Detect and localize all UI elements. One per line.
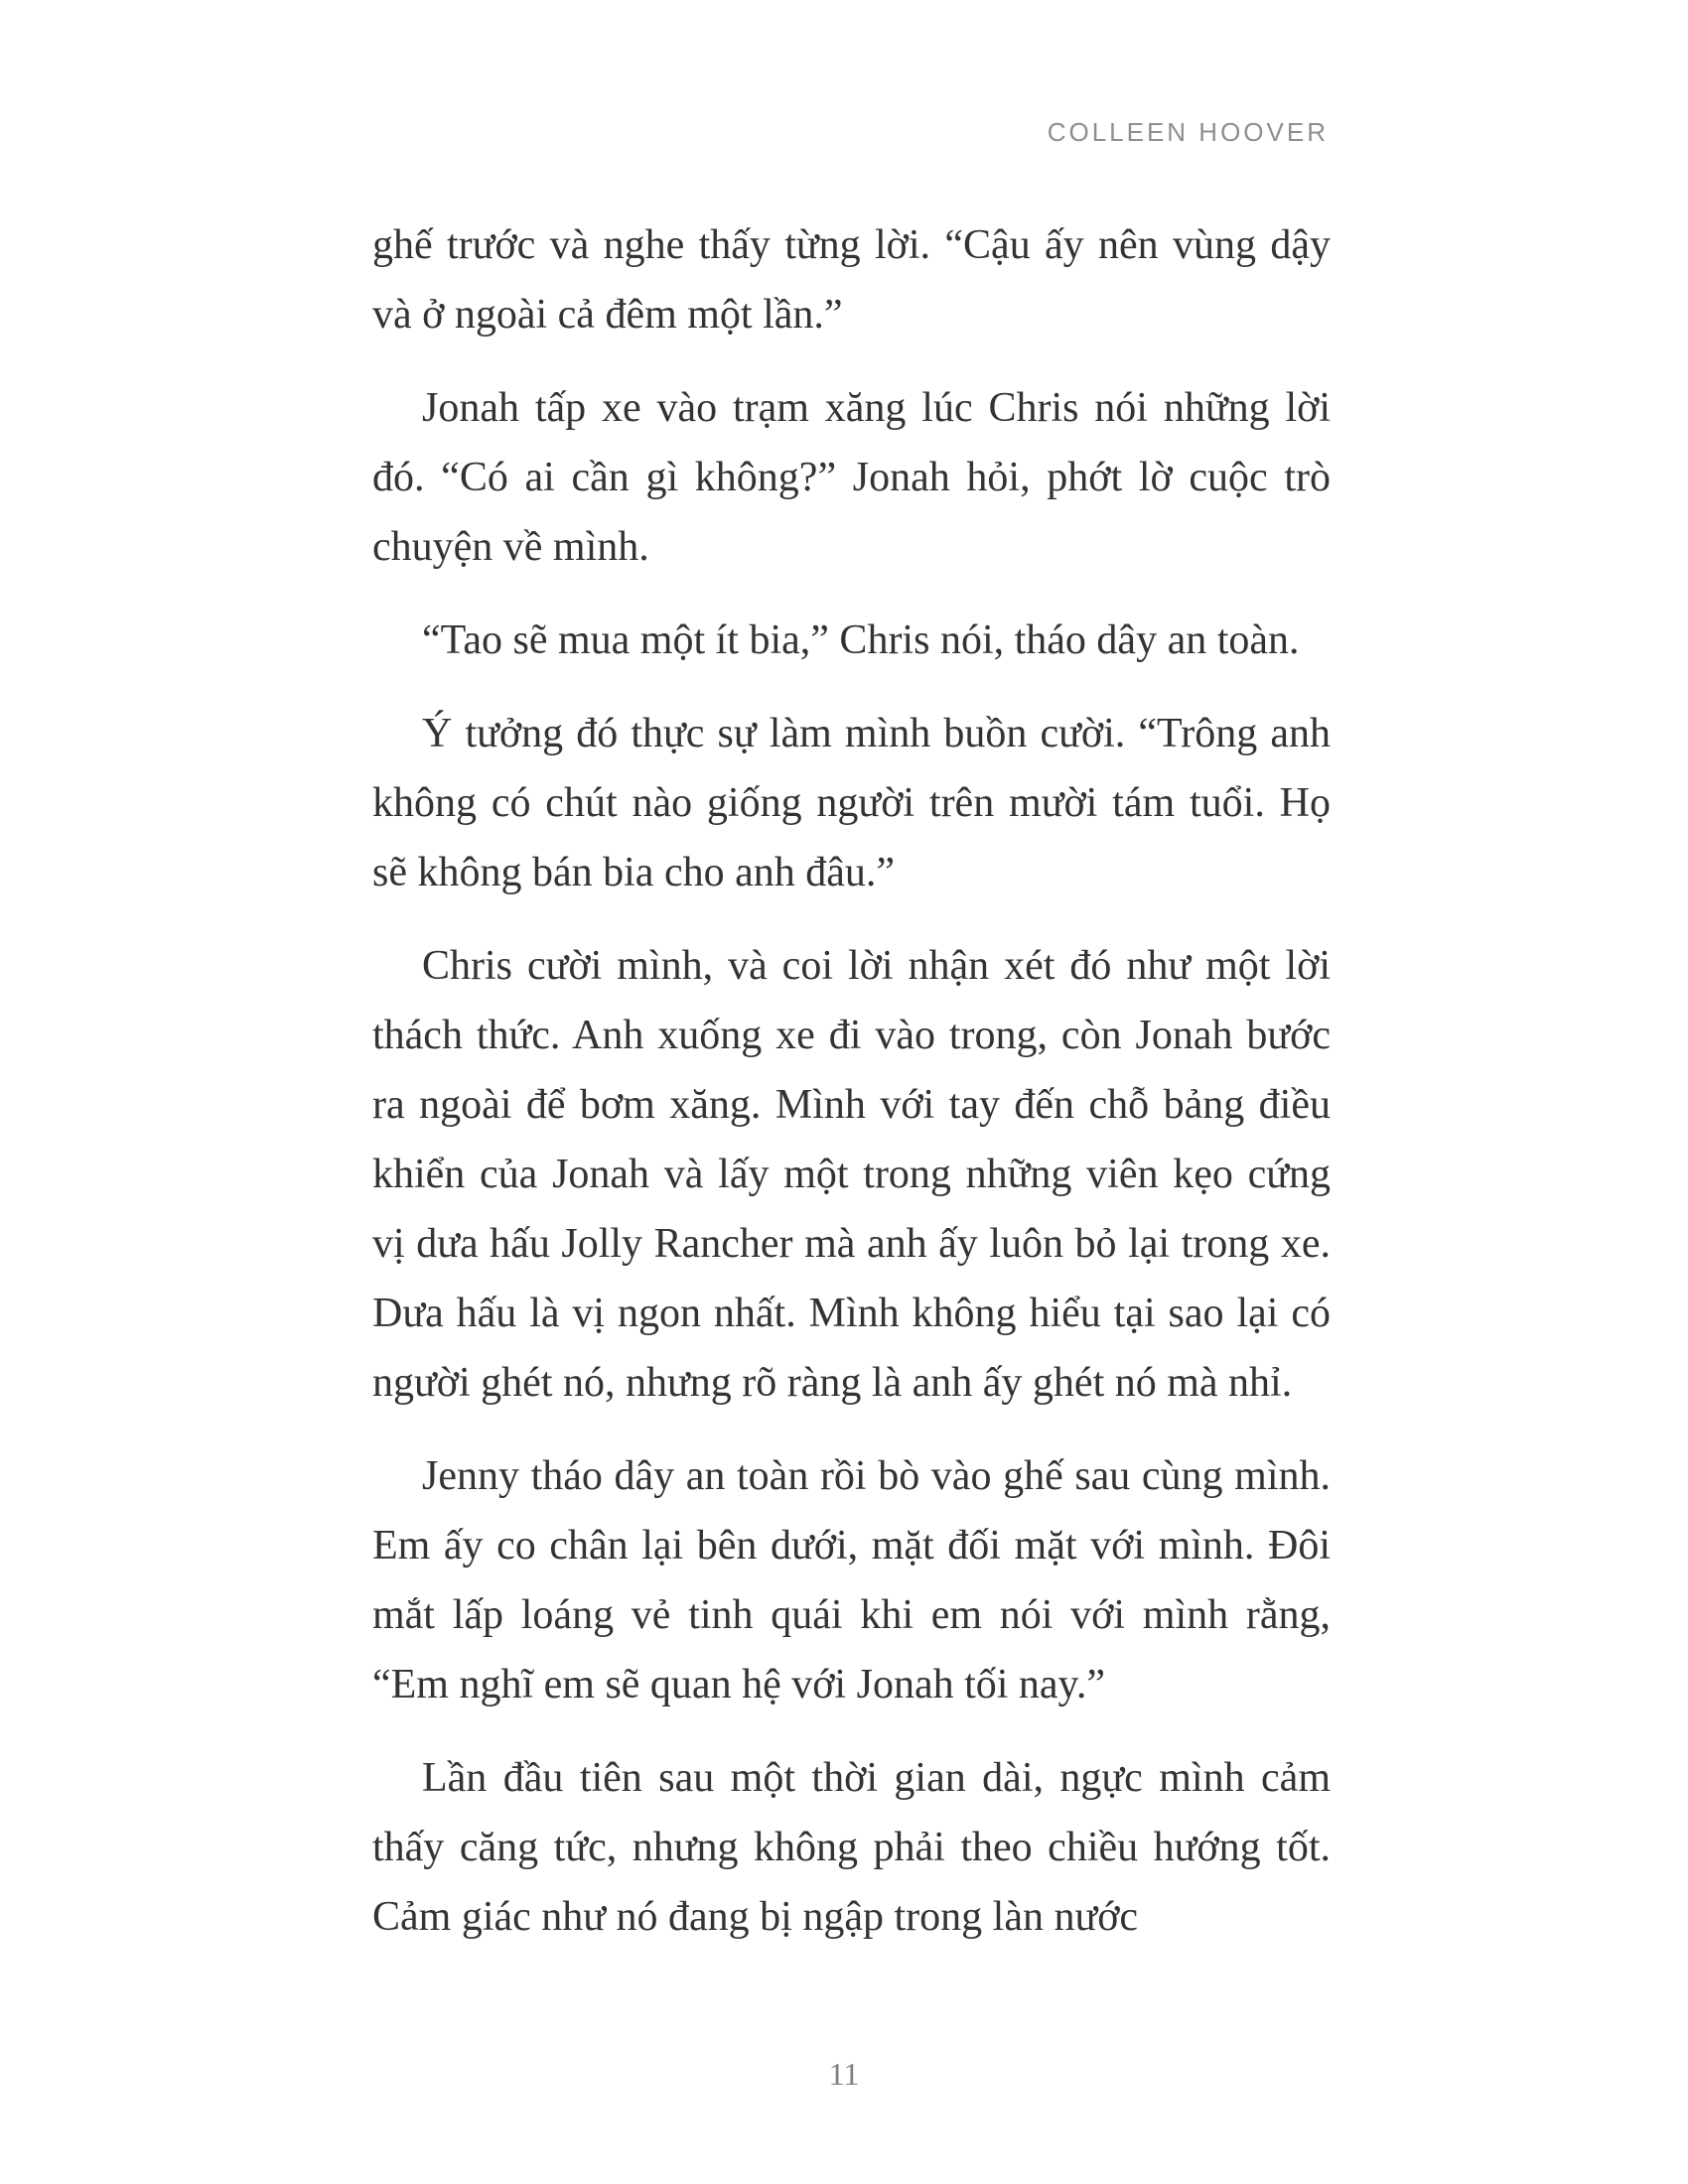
paragraph: Jonah tấp xe vào trạm xăng lúc Chris nói những lời đó. “Có ai cần gì không?” Jonah hỏi, phớt lờ cuộc trò chuyện về mình.: [372, 385, 1331, 570]
paragraph: Jenny tháo dây an toàn rồi bò vào ghế sau cùng mình. Em ấy co chân lại bên dưới, mặt đối mặt với mình. Đôi mắt lấp loáng vẻ tinh quái khi em nói với mình rằng, “Em nghĩ em sẽ quan hệ với Jonah tối nay.”: [372, 1453, 1331, 1707]
page-body: [372, 210, 1331, 1976]
paragraph: Chris cười mình, và coi lời nhận xét đó như một lời thách thức. Anh xuống xe đi vào trong, còn Jonah bước ra ngoài để bơm xăng. Mình với tay đến chỗ bảng điều khiển của Jonah và lấy một trong những viên kẹo cứng vị dưa hấu Jolly Rancher mà anh ấy luôn bỏ lại trong xe. Dưa hấu là vị ngon nhất. Mình không hiểu tại sao lại có người ghét nó, nhưng rõ ràng là anh ấy ghét nó mà nhỉ.: [372, 943, 1331, 1406]
paragraph: Ý tưởng đó thực sự làm mình buồn cười. “Trông anh không có chút nào giống người trên mười tám tuổi. Họ sẽ không bán bia cho anh đâu.”: [372, 711, 1331, 895]
page-number: 11: [828, 2056, 860, 2092]
paragraph: ghế trước và nghe thấy từng lời. “Cậu ấy nên vùng dậy và ở ngoài cả đêm một lần.”: [372, 222, 1331, 338]
running-header: COLLEEN HOOVER: [1047, 117, 1329, 147]
paragraph: “Tao sẽ mua một ít bia,” Chris nói, tháo dây an toàn.: [422, 617, 1300, 663]
paragraph: Lần đầu tiên sau một thời gian dài, ngực mình cảm thấy căng tức, nhưng không phải theo chiều hướng tốt. Cảm giác như nó đang bị ngập trong làn nước: [372, 1755, 1331, 1940]
